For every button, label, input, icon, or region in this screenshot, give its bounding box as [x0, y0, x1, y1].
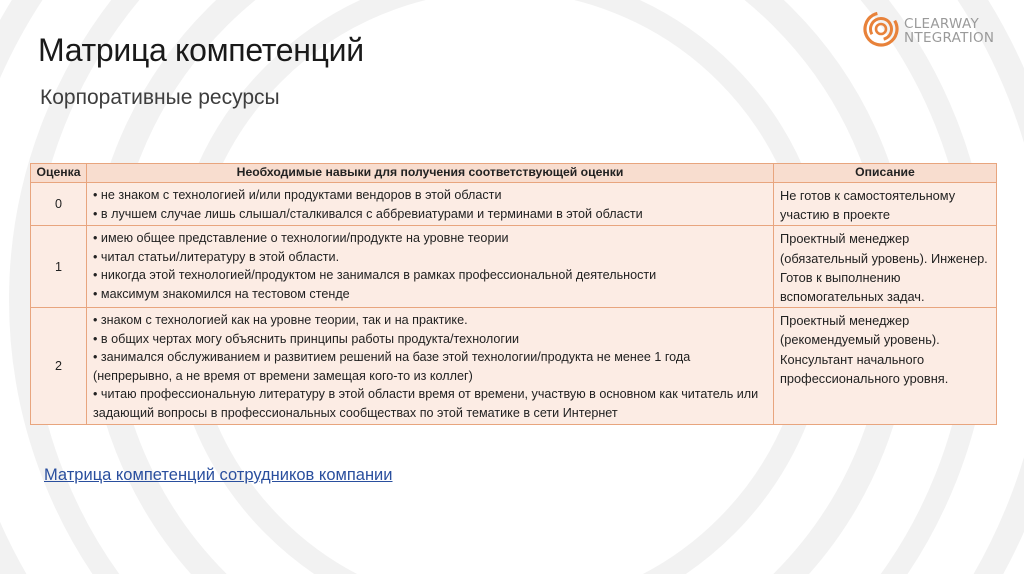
- description-cell: Не готов к самостоятельному участию в проекте: [774, 183, 997, 226]
- skill-item: • занимался обслуживанием и развитием решений на базе этой технологии/продукта не менее 1 года (непрерывно, а не время от времени замещая кого-то из коллег): [93, 350, 691, 383]
- skill-item: • никогда этой технологией/продуктом не занимался в рамках профессиональной деятельности: [93, 268, 657, 283]
- logo-line-2: NTEGRATION: [904, 30, 995, 46]
- skills-cell: [87, 183, 774, 226]
- skill-item: • знаком с технологией как на уровне теории, так и на практике.: [93, 313, 468, 328]
- skill-item: • читал статьи/литературу в этой области.: [93, 249, 340, 264]
- slide-subtitle: Корпоративные ресурсы: [40, 86, 280, 109]
- grade-cell: 1: [31, 226, 87, 308]
- logo-text: [904, 17, 994, 45]
- table-row: [31, 308, 997, 425]
- competency-matrix-link[interactable]: Матрица компетенций сотрудников компании: [44, 466, 393, 484]
- grade-cell: 2: [31, 308, 87, 425]
- skill-item: • в лучшем случае лишь слышал/сталкивался с аббревиатурами и терминами в этой области: [93, 206, 643, 221]
- table-row: [31, 183, 997, 226]
- table-header-row: [31, 164, 997, 183]
- slide-title: Матрица компетенций: [38, 32, 364, 68]
- header-grade: Оценка: [31, 164, 87, 183]
- skill-item: • максимум знакомился на тестовом стенде: [93, 286, 350, 301]
- skills-cell: [87, 226, 774, 308]
- clearway-logo-icon: [862, 10, 900, 48]
- table-row: [31, 226, 997, 308]
- header-description: Описание: [774, 164, 997, 183]
- skill-item: • в общих чертах могу объяснить принципы работы продукта/технологии: [93, 331, 520, 346]
- skill-item: • не знаком с технологией и/или продуктами вендоров в этой области: [93, 188, 502, 202]
- description-cell: Проектный менеджер (обязательный уровень). Инженер. Готов к выполнению вспомогательных задач.: [774, 226, 997, 308]
- company-logo: [862, 10, 1012, 52]
- skill-item: • читаю профессиональную литературу в этой области время от времени, участвую в основном как читатель или задающий вопросы в профессиональных сообществах по этой тематике в сети Интернет: [93, 387, 759, 420]
- skill-item: • имею общее представление о технологии/продукте на уровне теории: [93, 231, 509, 246]
- logo-line-1: CLEARWAY: [904, 16, 979, 32]
- header-skills: Необходимые навыки для получения соответствующей оценки: [87, 164, 774, 183]
- competency-matrix-table: [30, 163, 997, 425]
- skills-cell: [87, 308, 774, 425]
- grade-cell: 0: [31, 183, 87, 226]
- description-cell: Проектный менеджер (рекомендуемый уровень). Консультант начального профессионального уровня.: [774, 308, 997, 425]
